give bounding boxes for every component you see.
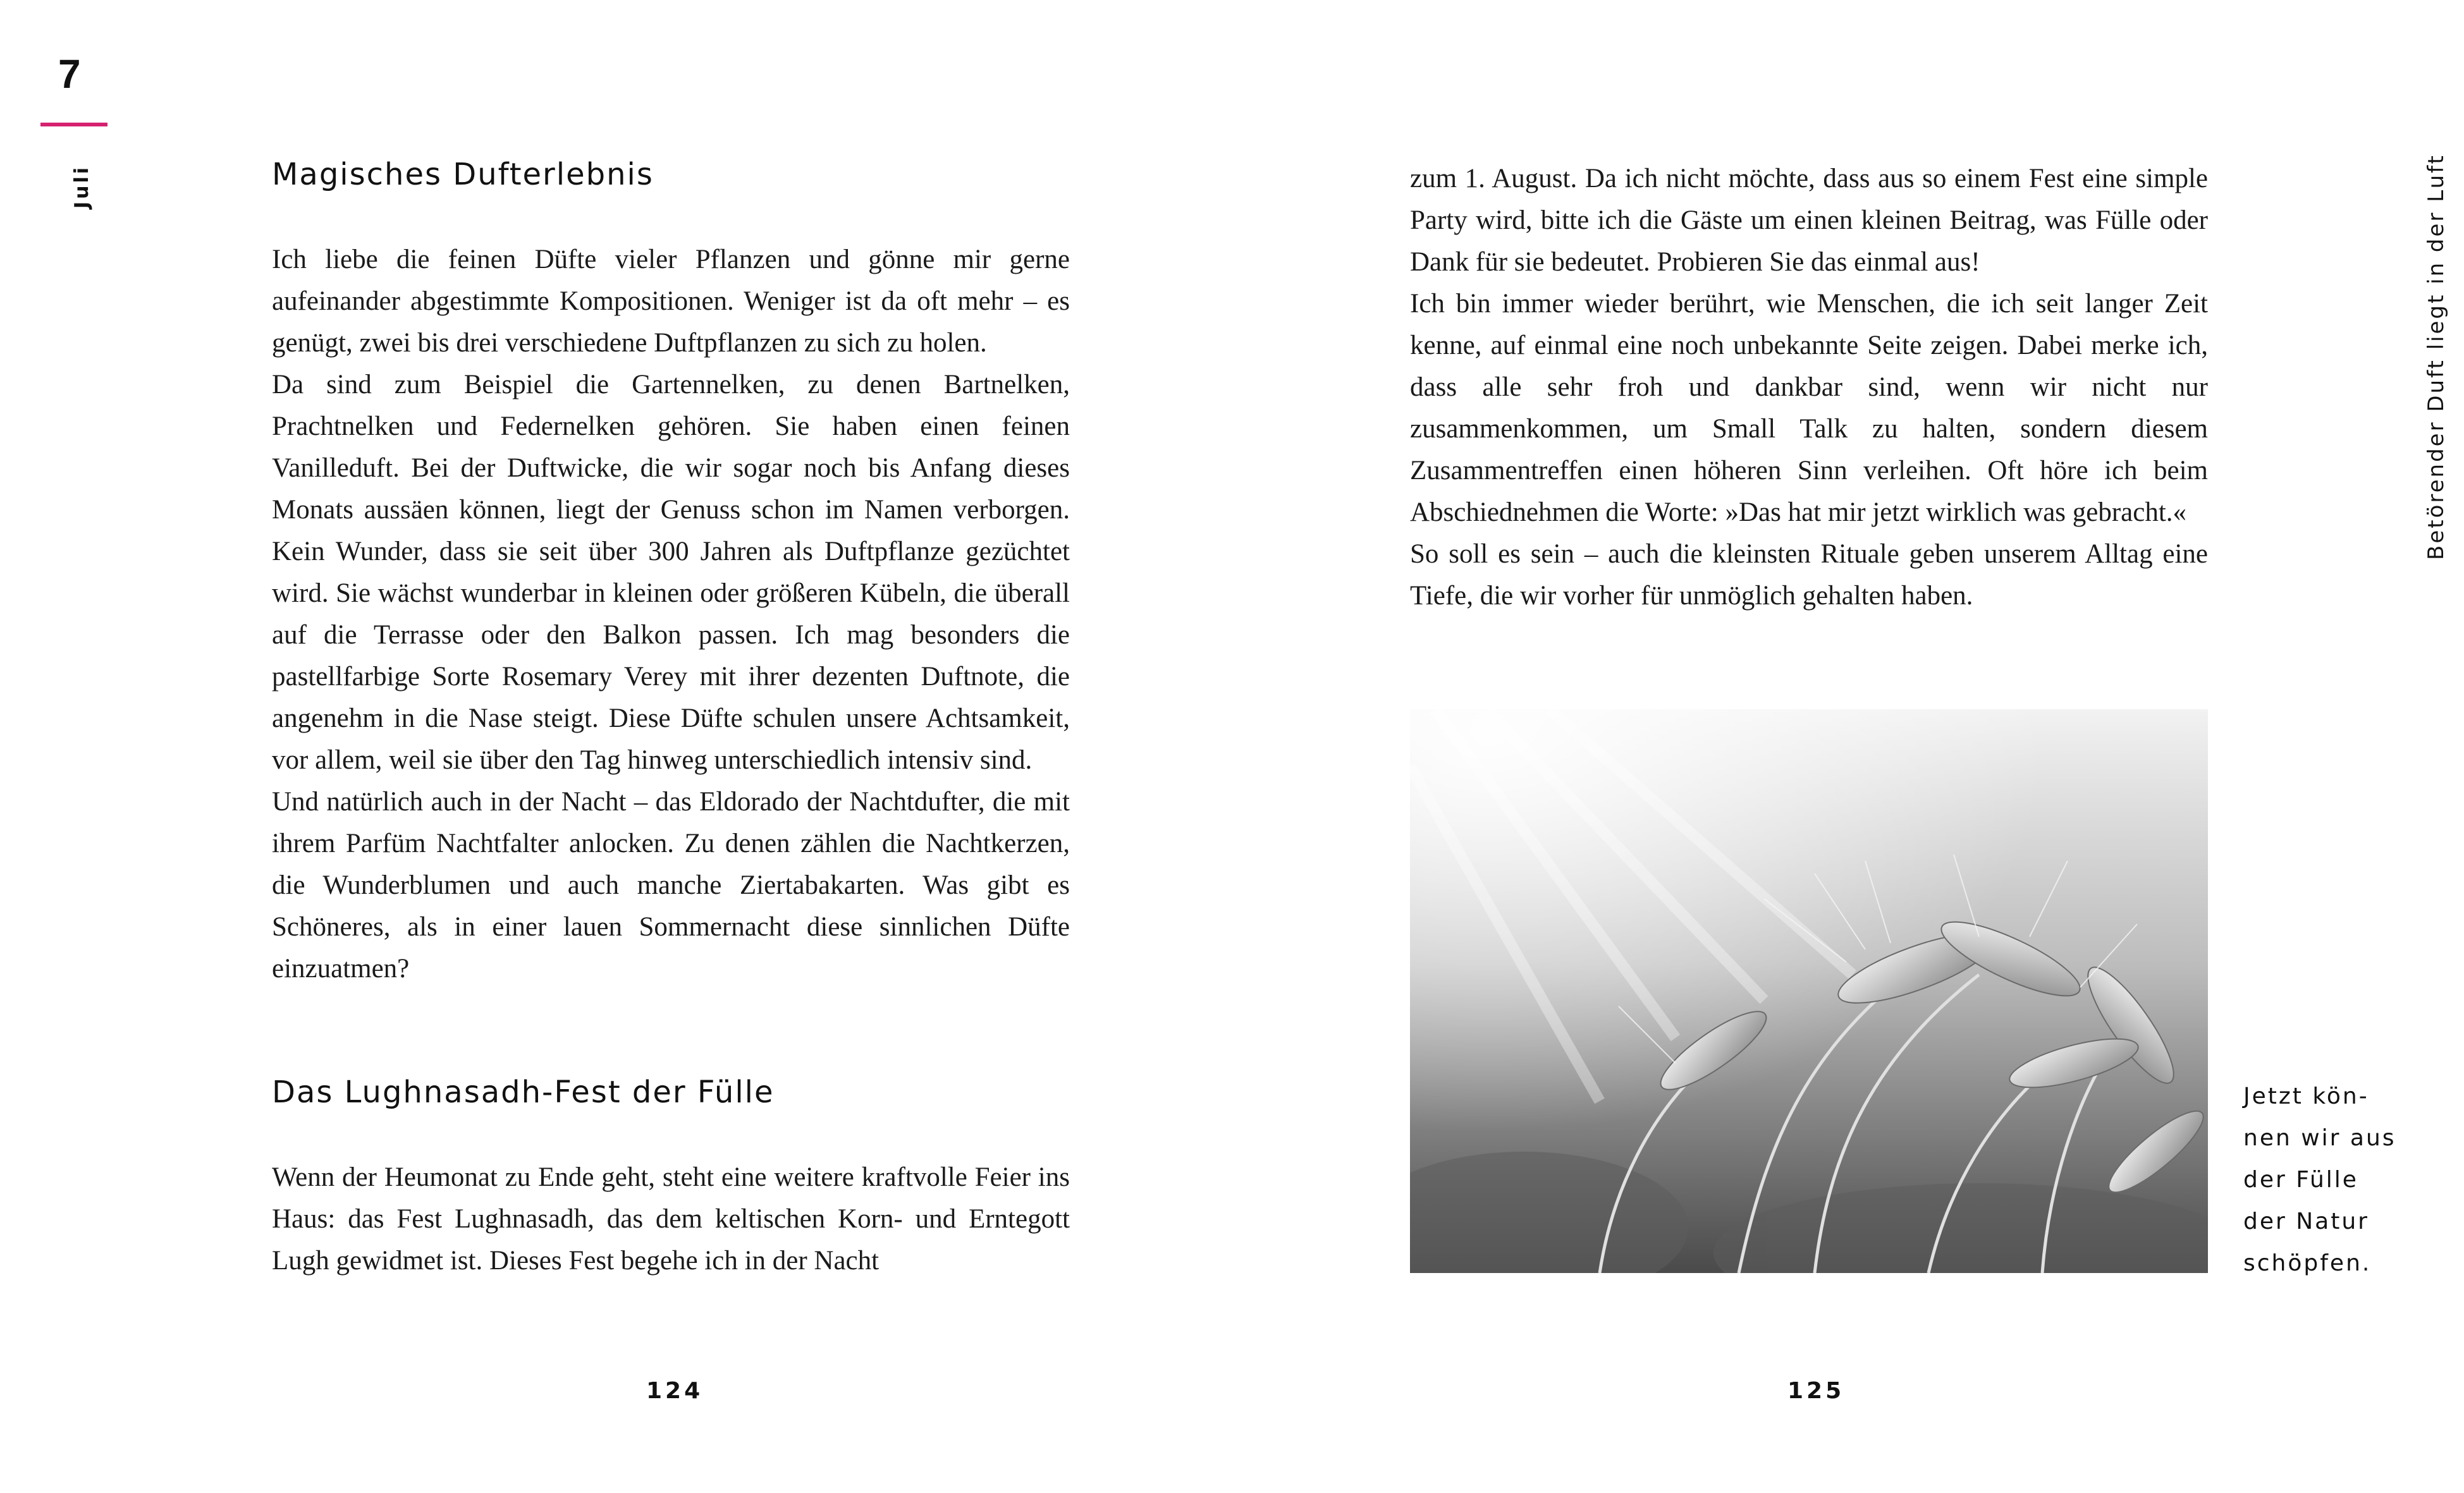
section-heading-dufterlebnis: Magisches Dufterlebnis bbox=[272, 157, 654, 192]
chapter-accent-line bbox=[40, 123, 107, 126]
section-body-dufterlebnis bbox=[272, 239, 1070, 990]
image-caption bbox=[2243, 1076, 2408, 1284]
paragraph: Ich bin immer wieder berührt, wie Menschen, die ich seit langer Zeit kenne, auf einmal eine noch unbekannte Seite zeigen. Dabei merke ich, dass alle sehr froh und dankbar sind, wenn wir nicht nur zusammenkommen, um Small Talk zu halten, sondern diesem Zusammentreffen einen höheren Sinn verleihen. Oft höre ich beim Abschiednehmen die Worte: »Das hat mir jetzt wirklich was gebracht.« bbox=[1410, 289, 2208, 527]
running-title: Betörender Duft liegt in der Luft bbox=[2424, 154, 2449, 560]
caption-line: nen wir aus bbox=[2243, 1125, 2396, 1151]
wheat-field-photo-icon bbox=[1410, 709, 2208, 1273]
caption-line: schöpfen. bbox=[2243, 1250, 2372, 1276]
continued-body bbox=[1410, 158, 2208, 617]
paragraph: Und natürlich auch in der Nacht – das Eldorado der Nachtdufter, die mit ihrem Parfüm Nachtfalter anlocken. Zu denen zählen die Nachtkerzen, die Wunderblumen und auch manche Ziertabakarten. Was gibt es Schöneres, als in einer lauen Sommernacht diese sinnlichen Düfte einzuatmen? bbox=[272, 787, 1070, 984]
caption-line: der Fülle bbox=[2243, 1167, 2358, 1193]
caption-line: der Natur bbox=[2243, 1209, 2369, 1234]
caption-line: Jetzt kön- bbox=[2243, 1083, 2369, 1109]
paragraph: So soll es sein – auch die kleinsten Rituale geben unserem Alltag eine Tiefe, die wir vorher für unmöglich gehalten haben. bbox=[1410, 539, 2208, 611]
month-label: Juli bbox=[71, 164, 93, 209]
page-number-left: 124 bbox=[646, 1378, 704, 1404]
section-body-lughnasadh bbox=[272, 1157, 1070, 1282]
paragraph: Ich liebe die feinen Düfte vieler Pflanzen und gönne mir gerne aufeinander abgestimmte Kompositionen. Weniger ist da oft mehr – es genügt, zwei bis drei verschiedene Duftpflanzen zu sich zu holen. bbox=[272, 245, 1070, 358]
paragraph: Wenn der Heumonat zu Ende geht, steht eine weitere kraftvolle Feier ins Haus: das Fest Lughnasadh, das dem keltischen Korn- und Erntegott Lugh gewidmet ist. Dieses Fest begehe ich in der Nacht bbox=[272, 1162, 1070, 1276]
page-number-right: 125 bbox=[1787, 1378, 1845, 1404]
right-page bbox=[1232, 0, 2464, 1493]
paragraph: zum 1. August. Da ich nicht möchte, dass aus so einem Fest eine simple Party wird, bitte ich die Gäste um einen kleinen Beitrag, was Fülle oder Dank für sie bedeutet. Probieren Sie das einmal aus! bbox=[1410, 164, 2208, 277]
section-heading-lughnasadh: Das Lughnasadh-Fest der Fülle bbox=[272, 1075, 775, 1110]
chapter-number: 7 bbox=[58, 51, 81, 97]
paragraph: Da sind zum Beispiel die Gartennelken, zu denen Bartnelken, Prachtnelken und Federnelken gehören. Sie haben einen feinen Vanilleduft. Bei der Duftwicke, die wir sogar noch bis Anfang dieses Monats aussäen können, liegt der Genuss schon im Namen verborgen. Kein Wunder, dass sie seit über 300 Jahren als Duftpflanze gezüchtet wird. Sie wächst wunderbar in kleinen oder größeren Kübeln, die überall auf die Terrasse oder den Balkon passen. Ich mag besonders die pastellfarbige Sorte Rosemary Verey mit ihrer dezenten Duftnote, die angenehm in die Nase steigt. Diese Düfte schulen unsere Achtsamkeit, vor allem, weil sie über den Tag hinweg unterschiedlich intensiv sind. bbox=[272, 370, 1070, 775]
